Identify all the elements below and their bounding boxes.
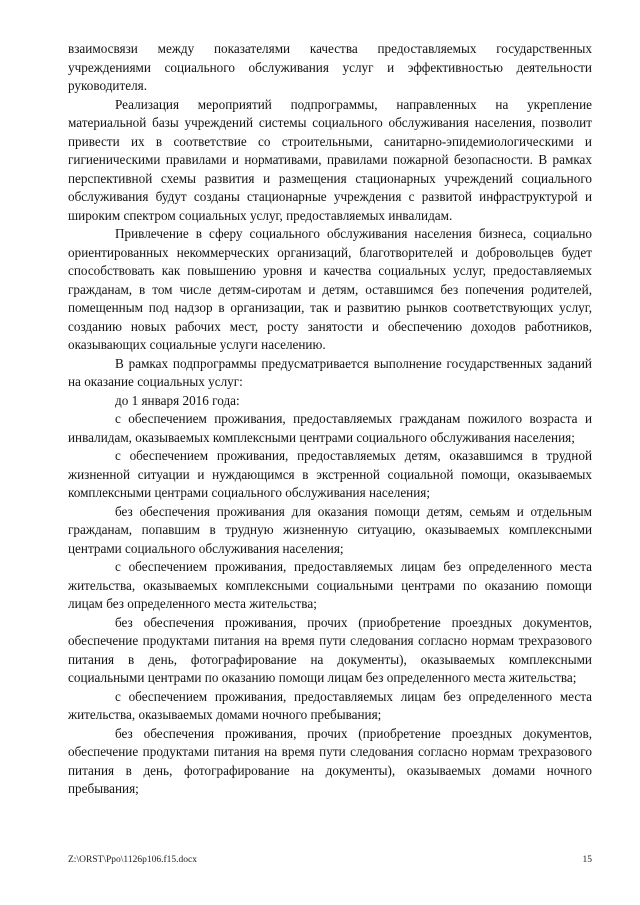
file-path: Z:\ORST\Ppo\1126p106.f15.docx xyxy=(68,855,197,865)
paragraph-material-base: Реализация мероприятий подпрограммы, направленных на укрепление материальной базы учреждений системы социального обслуживания населения, позволит привести их в соответствие со строительными, санитарно-эпидемиологическими и гигиеническими правилами и нормативами, правилами пожарной безопасности. В рамках перспективной схемы развития и размещения стационарных учреждений социального обслуживания будут созданы стационарные учреждения с развитой инфраструктурой и широким спектром социальных услуг, предоставляемых инвалидам. xyxy=(68,96,592,223)
list-item-homeless-residence: с обеспечением проживания, предоставляемых лицам без определенного места жительства, оказываемых комплексными социальными центрами по оказанию помощи лицам без определенного места жительства; xyxy=(68,559,592,611)
document-page xyxy=(68,40,592,799)
paragraph-state-tasks: В рамках подпрограммы предусматривается выполнение государственных заданий на оказание социальных услуг: xyxy=(68,355,592,389)
page-footer xyxy=(68,855,592,865)
list-item-elderly-residence: с обеспечением проживания, предоставляемых гражданам пожилого возраста и инвалидам, оказываемых комплексными центрами социального обслуживания населения; xyxy=(68,411,592,445)
list-item-children-residence: с обеспечением проживания, предоставляемых детям, оказавшимся в трудной жизненной ситуации и нуждающимся в экстренной социальной помощи, оказываемых комплексными центрами социального обслуживания населения; xyxy=(68,448,592,500)
paragraph-continuation: взаимосвязи между показателями качества предоставляемых государственных учреждениями социального обслуживания услуг и эффективностью деятельности руководителя. xyxy=(68,41,592,93)
paragraph-deadline: до 1 января 2016 года: xyxy=(115,392,240,408)
list-item-homeless-other: без обеспечения проживания, прочих (приобретение проездных документов, обеспечение продуктами питания на время пути следования согласно нормам трехразового питания в день, фотографирование на документы), оказываемых комплексными социальными центрами по оказанию помощи лицам без определенного места жительства; xyxy=(68,614,592,685)
list-item-night-house-residence: с обеспечением проживания, предоставляемых лицам без определенного места жительства, оказываемых домами ночного пребывания; xyxy=(68,688,592,722)
list-item-night-house-other: без обеспечения проживания, прочих (приобретение проездных документов, обеспечение продуктами питания на время пути следования согласно нормам трехразового питания в день, фотографирование на документы), оказываемых домами ночного пребывания; xyxy=(68,725,592,796)
list-item-families-no-residence: без обеспечения проживания для оказания помощи детям, семьям и отдельным гражданам, попавшим в трудную жизненную ситуацию, оказываемых комплексными центрами социального обслуживания населения; xyxy=(68,503,592,556)
page-number: 15 xyxy=(582,855,592,865)
paragraph-business-involvement: Привлечение в сферу социального обслуживания населения бизнеса, социально ориентированных некоммерческих организаций, благотворителей и добровольцев будет способствовать как повышению уровня и качества социальных услуг, предоставляемых гражданам, в том числе детям-сиротам и детям, оставшимся без попечения родителей, помещенным под надзор в организации, так и развитию рынков соответствующих услуг, созданию новых рабочих мест, росту занятости и обеспечению доходов работников, оказывающих социальные услуги населению. xyxy=(68,226,592,352)
